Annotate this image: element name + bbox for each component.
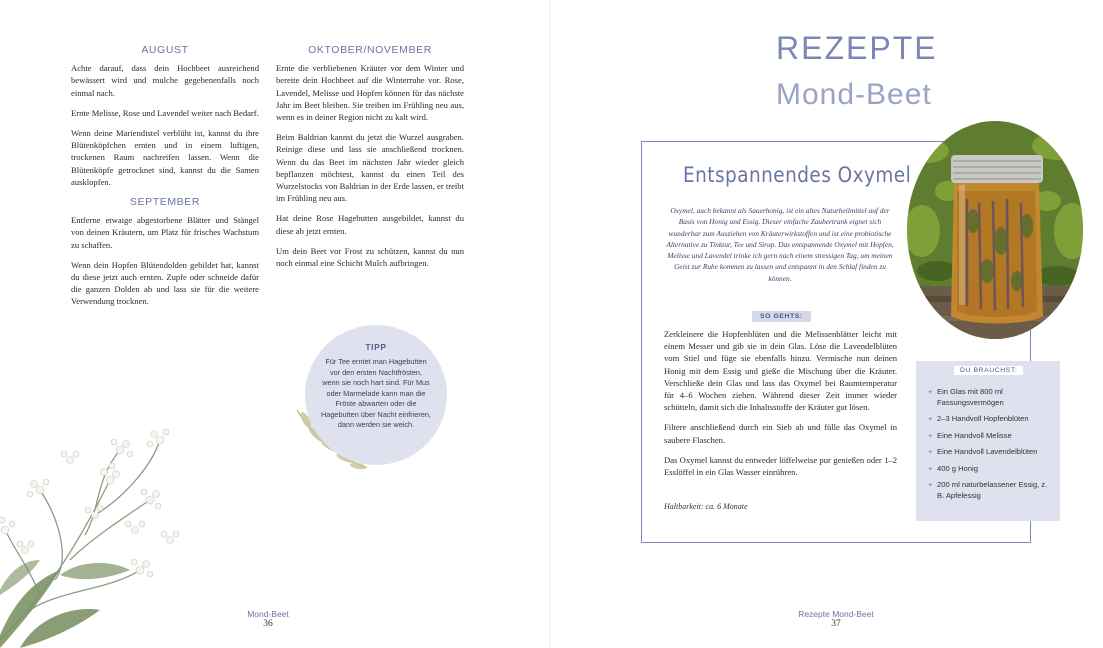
recipe-intro: Oxymel, auch bekannt als Sauerhonig, ist ein altes Naturheilmittel auf der Basis von Honig und Essig. Dieser einfache Zaubertrank eignet sich wunderbar zum Ausziehen von Kräuterwirkstoffen und ist eine probiotische Alternative zu Tinktur, Tee und Sirup. Das entspannende Oxymel mit Hopfen, Melisse und Lavendel trinke ich gern nach einem stressigen Tag, um meinen Geist zur Ruhe kommen zu lassen und entspannt in den Schlaf finden zu können. xyxy=(666,206,894,283)
paragraph: Wenn dein Hopfen Blütendolden gebildet hat, kannst du diese jetzt auch ernten. Zupfe oder schneide dafür die ganzen Dolden ab und lass sie für die weitere Verwendung trocknen. xyxy=(71,259,259,307)
ingredient-item: + 200 ml naturbelassener Essig, z. B. Apfelessig xyxy=(928,480,1056,501)
page-number: 37 xyxy=(831,619,841,629)
page-title: REZEPTE xyxy=(776,30,938,66)
footer-label: Rezepte Mond-Beet xyxy=(798,609,874,619)
ingredient-item: + Eine Handvoll Melisse xyxy=(928,431,1056,442)
tip-box xyxy=(305,325,447,465)
steps-label: SO GEHTS: xyxy=(752,311,811,322)
ingredient-item: + 400 g Honig xyxy=(928,464,1056,475)
step-paragraph: Filtere anschließend durch ein Sieb ab und fülle das Oxymel in saubere Flaschen. xyxy=(664,422,897,445)
footer-right xyxy=(780,609,892,629)
tip-title: TIPP xyxy=(365,342,387,352)
ingredient-item: + Eine Handvoll Lavendelblüten xyxy=(928,447,1056,458)
ingredient-item: + 2–3 Handvoll Hopfenblüten xyxy=(928,414,1056,425)
left-column xyxy=(71,44,259,316)
ingredients-box xyxy=(916,361,1060,521)
right-column xyxy=(276,44,464,277)
ingredients-label: DU BRAUCHST: xyxy=(954,366,1023,375)
section-heading-august: AUGUST xyxy=(141,44,189,56)
gypsophila-illustration xyxy=(0,420,200,648)
recipe-title: Entspannendes Oxymel xyxy=(683,163,912,187)
tip-text: Für Tee erntet man Hagebutten vor den ersten Nachtfrösten, wenn sie noch hart sind. Für Mus oder Marmelade kann man die Fröste abwarten oder die Hagebutten über Nacht einfrieren, dann werden sie weich. xyxy=(321,357,431,429)
footer-left xyxy=(228,609,308,629)
ingredients-list xyxy=(928,387,1056,507)
oxymel-jar-photo xyxy=(907,121,1083,339)
paragraph: Achte darauf, dass dein Hochbeet ausreichend bewässert wird und mulche gegebenenfalls noch einmal nach. xyxy=(71,63,259,98)
paragraph: Wenn deine Mariendistel verblüht ist, kannst du ihre Blütenköpfchen ernten und in einem luftigen, trockenen Raum nachreifen lassen. Wenn die Blütenköpfe getrocknet sind, kannst du die Samen ausklopfen. xyxy=(71,128,259,187)
section-heading-september: SEPTEMBER xyxy=(129,196,201,209)
section-heading-oktober-november: OKTOBER/NOVEMBER xyxy=(308,44,432,56)
paragraph: Entferne etwaige abgestorbene Blätter und Stängel von deinen Kräutern, um Platz für frisches Wachstum zu schaffen. xyxy=(71,215,259,250)
left-page xyxy=(0,0,551,648)
shelf-life: Haltbarkeit: ca. 6 Monate xyxy=(664,502,748,511)
step-paragraph: Das Oxymel kannst du entweder löffelweise pur genießen oder 1–2 Esslöffel in ein Glas Wasser einrühren. xyxy=(664,454,897,478)
footer-label: Mond-Beet xyxy=(247,609,289,619)
paragraph: Hat deine Rose Hagebutten ausgebildet, kannst du diese ab jetzt ernten. xyxy=(276,213,464,236)
paragraph: Ernte die verbliebenen Kräuter vor dem Winter und bereite dein Hochbeet auf die Winterruhe vor. Rose, Lavendel, Melisse und Hopfen können für das nächste Jahr im Beet bleiben. Sie treiben im Frühling neu aus, wenn es in deiner Region nicht zu kalt wird. xyxy=(276,63,464,123)
recipe-steps xyxy=(664,328,897,486)
page-subtitle: Mond-Beet xyxy=(776,78,932,111)
page-number: 36 xyxy=(263,619,273,629)
paragraph: Beim Baldrian kannst du jetzt die Wurzel ausgraben. Reinige diese und lass sie anschließend trocknen. Wenn du das Beet im nächsten Jahr wieder gleich bepflanzen möchtest, kannst du einen Teil des Wurzelstocks von Baldrian in der Erde lassen, er treibt im Frühling neu aus. xyxy=(276,132,464,204)
ingredient-item: + Ein Glas mit 800 ml Fassungsvermögen xyxy=(928,387,1056,408)
paragraph: Um dein Beet vor Frost zu schützen, kannst du nun noch einmal eine Schicht Mulch aufbringen. xyxy=(276,245,464,269)
paragraph: Ernte Melisse, Rose und Lavendel weiter nach Bedarf. xyxy=(71,107,259,118)
step-paragraph: Zerkleinere die Hopfenblüten und die Melissenblätter leicht mit einem Messer und gib sie in dein Glas. Löse die Lavendelblüten vom Stiel und füge sie ebenfalls hinzu. Vermische nun deinen Honig mit dem Essig und gieße die Mischung über die Kräuter. Verschließe dein Glas und lass das Oxymel bei Raumtemperatur für 4–6 Wochen ziehen. Während dieser Zeit immer wieder schütteln, damit sich die Inhaltsstoffe der Kräuter gut lösen. xyxy=(664,329,897,413)
